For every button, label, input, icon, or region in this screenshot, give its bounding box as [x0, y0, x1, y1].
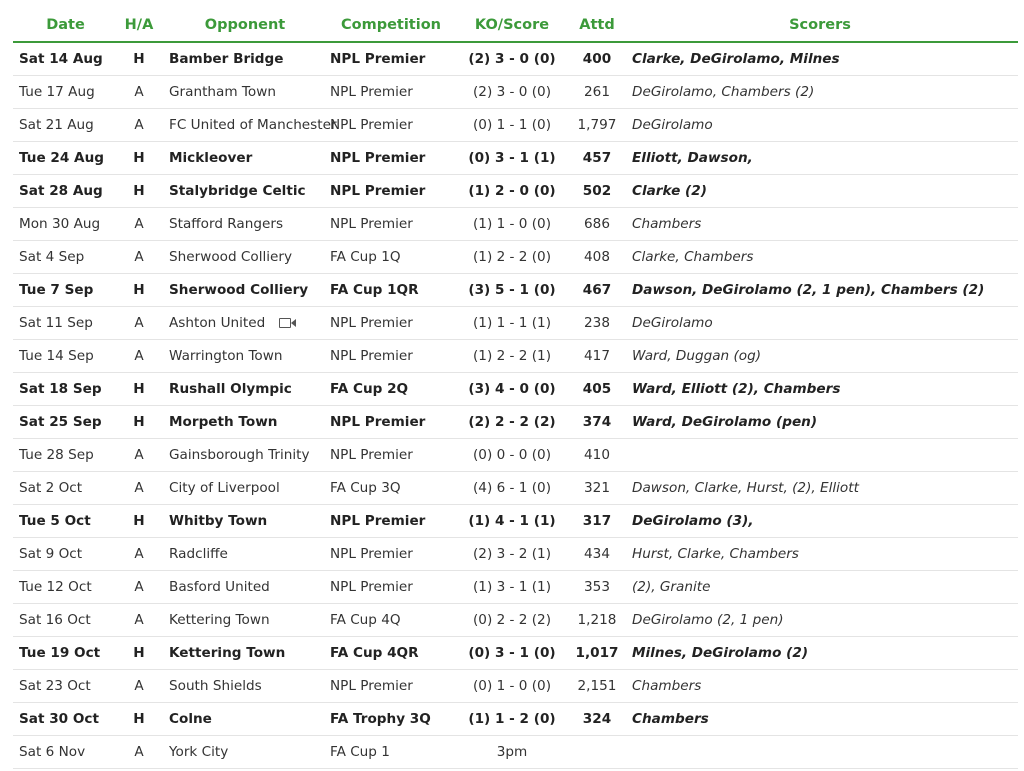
- fixture-opponent: Kettering Town: [160, 637, 245, 670]
- fixture-venue: A: [118, 241, 160, 274]
- fixture-competition: NPL Premier: [330, 208, 452, 241]
- fixture-venue: A: [118, 538, 160, 571]
- fixture-competition: NPL Premier: [330, 142, 452, 175]
- fixture-venue: A: [118, 736, 160, 769]
- fixture-scorers: Chambers: [622, 703, 1018, 736]
- fixture-attendance: 324: [572, 703, 622, 736]
- video-cell: [245, 538, 330, 571]
- fixture-score: (1) 2 - 0 (0): [452, 175, 572, 208]
- fixture-venue: H: [118, 505, 160, 538]
- fixture-competition: FA Cup 3Q: [330, 472, 452, 505]
- fixture-scorers: Dawson, DeGirolamo (2, 1 pen), Chambers (2): [622, 274, 1018, 307]
- fixture-scorers: DeGirolamo: [622, 109, 1018, 142]
- table-row[interactable]: [13, 307, 1018, 340]
- fixture-score: (0) 0 - 0 (0): [452, 439, 572, 472]
- video-camera-icon[interactable]: [279, 318, 291, 328]
- fixture-competition: NPL Premier: [330, 76, 452, 109]
- fixture-competition: FA Cup 4Q: [330, 604, 452, 637]
- fixture-attendance: 417: [572, 340, 622, 373]
- fixture-date: Sat 21 Aug: [13, 109, 118, 142]
- fixture-attendance: 400: [572, 42, 622, 76]
- fixture-competition: NPL Premier: [330, 505, 452, 538]
- fixture-opponent: Radcliffe: [160, 538, 245, 571]
- fixture-date: Mon 30 Aug: [13, 208, 118, 241]
- fixture-score: (1) 2 - 2 (0): [452, 241, 572, 274]
- fixture-opponent: Kettering Town: [160, 604, 245, 637]
- fixture-venue: A: [118, 472, 160, 505]
- fixture-scorers: (2), Granite: [622, 571, 1018, 604]
- table-row[interactable]: [13, 406, 1018, 439]
- fixture-competition: NPL Premier: [330, 109, 452, 142]
- video-cell: [245, 142, 330, 175]
- fixture-date: Tue 24 Aug: [13, 142, 118, 175]
- fixture-scorers: Clarke (2): [622, 175, 1018, 208]
- fixture-opponent: Sherwood Colliery: [160, 274, 245, 307]
- fixture-venue: H: [118, 274, 160, 307]
- header-attendance[interactable]: Attd: [572, 8, 622, 42]
- table-row[interactable]: [13, 604, 1018, 637]
- table-row[interactable]: [13, 109, 1018, 142]
- fixture-date: Tue 5 Oct: [13, 505, 118, 538]
- fixture-date: Sat 16 Oct: [13, 604, 118, 637]
- table-row[interactable]: [13, 736, 1018, 769]
- fixture-opponent: Stafford Rangers: [160, 208, 245, 241]
- fixtures-body: [13, 42, 1018, 769]
- fixture-attendance: 321: [572, 472, 622, 505]
- video-cell: [245, 703, 330, 736]
- fixture-venue: H: [118, 406, 160, 439]
- fixture-competition: FA Cup 1: [330, 736, 452, 769]
- fixture-venue: H: [118, 42, 160, 76]
- fixture-attendance: 317: [572, 505, 622, 538]
- fixture-attendance: 1,218: [572, 604, 622, 637]
- fixture-date: Tue 12 Oct: [13, 571, 118, 604]
- fixture-competition: FA Cup 1Q: [330, 241, 452, 274]
- fixture-date: Sat 28 Aug: [13, 175, 118, 208]
- header-score[interactable]: KO/Score: [452, 8, 572, 42]
- fixture-date: Tue 28 Sep: [13, 439, 118, 472]
- table-row[interactable]: [13, 373, 1018, 406]
- fixture-attendance: 2,151: [572, 670, 622, 703]
- header-row: [13, 8, 1018, 42]
- fixture-competition: FA Trophy 3Q: [330, 703, 452, 736]
- table-row[interactable]: [13, 637, 1018, 670]
- fixture-score: (3) 5 - 1 (0): [452, 274, 572, 307]
- fixture-score: (2) 3 - 0 (0): [452, 76, 572, 109]
- fixture-venue: A: [118, 76, 160, 109]
- fixture-attendance: 686: [572, 208, 622, 241]
- fixture-attendance: 408: [572, 241, 622, 274]
- fixture-scorers: Chambers: [622, 208, 1018, 241]
- header-opponent[interactable]: Opponent: [160, 8, 330, 42]
- fixture-score: (1) 3 - 1 (1): [452, 571, 572, 604]
- fixture-score: (0) 3 - 1 (1): [452, 142, 572, 175]
- fixture-score: 3pm: [452, 736, 572, 769]
- header-ha[interactable]: H/A: [118, 8, 160, 42]
- fixture-date: Tue 19 Oct: [13, 637, 118, 670]
- fixture-attendance: 502: [572, 175, 622, 208]
- fixture-score: (2) 2 - 2 (2): [452, 406, 572, 439]
- fixture-attendance: 1,797: [572, 109, 622, 142]
- fixture-attendance: 457: [572, 142, 622, 175]
- table-row[interactable]: [13, 670, 1018, 703]
- fixture-opponent: Ashton United: [160, 307, 245, 340]
- fixture-opponent: Basford United: [160, 571, 245, 604]
- video-cell: [245, 736, 330, 769]
- fixture-opponent: Stalybridge Celtic: [160, 175, 245, 208]
- fixture-attendance: 434: [572, 538, 622, 571]
- fixture-venue: H: [118, 373, 160, 406]
- fixture-scorers: DeGirolamo (2, 1 pen): [622, 604, 1018, 637]
- fixture-scorers: Chambers: [622, 670, 1018, 703]
- header-competition[interactable]: Competition: [330, 8, 452, 42]
- fixture-opponent: Sherwood Colliery: [160, 241, 245, 274]
- fixture-score: (0) 1 - 0 (0): [452, 670, 572, 703]
- fixture-competition: NPL Premier: [330, 307, 452, 340]
- table-row[interactable]: [13, 703, 1018, 736]
- fixture-score: (0) 2 - 2 (2): [452, 604, 572, 637]
- fixture-date: Tue 14 Sep: [13, 340, 118, 373]
- table-row[interactable]: [13, 142, 1018, 175]
- fixture-opponent: York City: [160, 736, 245, 769]
- fixture-venue: H: [118, 142, 160, 175]
- fixture-scorers: [622, 736, 1018, 769]
- fixture-competition: NPL Premier: [330, 670, 452, 703]
- fixture-attendance: 1,017: [572, 637, 622, 670]
- fixture-attendance: 467: [572, 274, 622, 307]
- fixture-date: Sat 14 Aug: [13, 42, 118, 76]
- fixture-score: (1) 4 - 1 (1): [452, 505, 572, 538]
- fixture-scorers: Ward, Duggan (og): [622, 340, 1018, 373]
- fixture-date: Sat 4 Sep: [13, 241, 118, 274]
- fixture-opponent: South Shields: [160, 670, 245, 703]
- fixture-score: (1) 2 - 2 (1): [452, 340, 572, 373]
- fixture-date: Tue 17 Aug: [13, 76, 118, 109]
- fixture-attendance: [572, 736, 622, 769]
- fixture-venue: A: [118, 340, 160, 373]
- fixture-score: (1) 1 - 2 (0): [452, 703, 572, 736]
- table-row[interactable]: [13, 472, 1018, 505]
- fixture-competition: NPL Premier: [330, 42, 452, 76]
- fixture-opponent: Gainsborough Trinity: [160, 439, 245, 472]
- fixture-venue: A: [118, 670, 160, 703]
- fixture-scorers: DeGirolamo: [622, 307, 1018, 340]
- fixture-competition: NPL Premier: [330, 571, 452, 604]
- fixture-opponent: Grantham Town: [160, 76, 245, 109]
- fixture-opponent: City of Liverpool: [160, 472, 245, 505]
- fixture-date: Sat 9 Oct: [13, 538, 118, 571]
- fixture-score: (2) 3 - 2 (1): [452, 538, 572, 571]
- table-row[interactable]: [13, 241, 1018, 274]
- fixture-opponent: Rushall Olympic: [160, 373, 245, 406]
- fixture-venue: A: [118, 109, 160, 142]
- fixture-opponent: Morpeth Town: [160, 406, 245, 439]
- fixture-venue: A: [118, 307, 160, 340]
- fixture-attendance: 374: [572, 406, 622, 439]
- fixture-venue: H: [118, 637, 160, 670]
- fixture-date: Sat 6 Nov: [13, 736, 118, 769]
- fixture-competition: FA Cup 4QR: [330, 637, 452, 670]
- table-row[interactable]: [13, 175, 1018, 208]
- fixture-opponent: Whitby Town: [160, 505, 245, 538]
- fixture-competition: NPL Premier: [330, 406, 452, 439]
- fixture-venue: A: [118, 571, 160, 604]
- fixture-opponent: Bamber Bridge: [160, 42, 245, 76]
- fixture-scorers: DeGirolamo, Chambers (2): [622, 76, 1018, 109]
- fixture-scorers: Milnes, DeGirolamo (2): [622, 637, 1018, 670]
- fixture-opponent: Mickleover: [160, 142, 245, 175]
- fixture-attendance: 405: [572, 373, 622, 406]
- fixture-competition: NPL Premier: [330, 538, 452, 571]
- fixture-scorers: Ward, DeGirolamo (pen): [622, 406, 1018, 439]
- header-date[interactable]: Date: [13, 8, 118, 42]
- table-row[interactable]: [13, 208, 1018, 241]
- fixture-competition: NPL Premier: [330, 175, 452, 208]
- fixture-scorers: Hurst, Clarke, Chambers: [622, 538, 1018, 571]
- fixture-opponent: Colne: [160, 703, 245, 736]
- fixture-score: (2) 3 - 0 (0): [452, 42, 572, 76]
- fixture-venue: A: [118, 604, 160, 637]
- fixture-score: (0) 3 - 1 (0): [452, 637, 572, 670]
- fixture-scorers: Elliott, Dawson,: [622, 142, 1018, 175]
- fixture-scorers: DeGirolamo (3),: [622, 505, 1018, 538]
- fixture-competition: FA Cup 1QR: [330, 274, 452, 307]
- header-scorers[interactable]: Scorers: [622, 8, 1018, 42]
- fixture-scorers: Dawson, Clarke, Hurst, (2), Elliott: [622, 472, 1018, 505]
- fixture-venue: H: [118, 703, 160, 736]
- fixture-scorers: Clarke, Chambers: [622, 241, 1018, 274]
- fixture-date: Tue 7 Sep: [13, 274, 118, 307]
- fixture-competition: NPL Premier: [330, 340, 452, 373]
- fixture-venue: A: [118, 439, 160, 472]
- table-row[interactable]: [13, 340, 1018, 373]
- fixture-score: (1) 1 - 0 (0): [452, 208, 572, 241]
- fixture-competition: FA Cup 2Q: [330, 373, 452, 406]
- fixture-competition: NPL Premier: [330, 439, 452, 472]
- fixture-scorers: Ward, Elliott (2), Chambers: [622, 373, 1018, 406]
- fixture-date: Sat 2 Oct: [13, 472, 118, 505]
- fixture-score: (3) 4 - 0 (0): [452, 373, 572, 406]
- fixture-attendance: 410: [572, 439, 622, 472]
- fixture-venue: A: [118, 208, 160, 241]
- fixture-scorers: [622, 439, 1018, 472]
- fixture-attendance: 261: [572, 76, 622, 109]
- fixtures-table: [13, 8, 1018, 769]
- fixture-date: Sat 18 Sep: [13, 373, 118, 406]
- fixture-venue: H: [118, 175, 160, 208]
- table-row[interactable]: [13, 76, 1018, 109]
- fixture-attendance: 353: [572, 571, 622, 604]
- fixture-score: (0) 1 - 1 (0): [452, 109, 572, 142]
- fixture-date: Sat 30 Oct: [13, 703, 118, 736]
- table-row[interactable]: [13, 274, 1018, 307]
- fixture-score: (4) 6 - 1 (0): [452, 472, 572, 505]
- fixture-scorers: Clarke, DeGirolamo, Milnes: [622, 42, 1018, 76]
- fixture-opponent: FC United of Manchester: [160, 109, 245, 142]
- fixture-opponent: Warrington Town: [160, 340, 245, 373]
- fixture-score: (1) 1 - 1 (1): [452, 307, 572, 340]
- table-row[interactable]: [13, 571, 1018, 604]
- fixture-date: Sat 25 Sep: [13, 406, 118, 439]
- fixture-attendance: 238: [572, 307, 622, 340]
- fixture-date: Sat 23 Oct: [13, 670, 118, 703]
- fixture-date: Sat 11 Sep: [13, 307, 118, 340]
- table-row[interactable]: [13, 439, 1018, 472]
- table-row[interactable]: [13, 42, 1018, 76]
- table-row[interactable]: [13, 505, 1018, 538]
- table-row[interactable]: [13, 538, 1018, 571]
